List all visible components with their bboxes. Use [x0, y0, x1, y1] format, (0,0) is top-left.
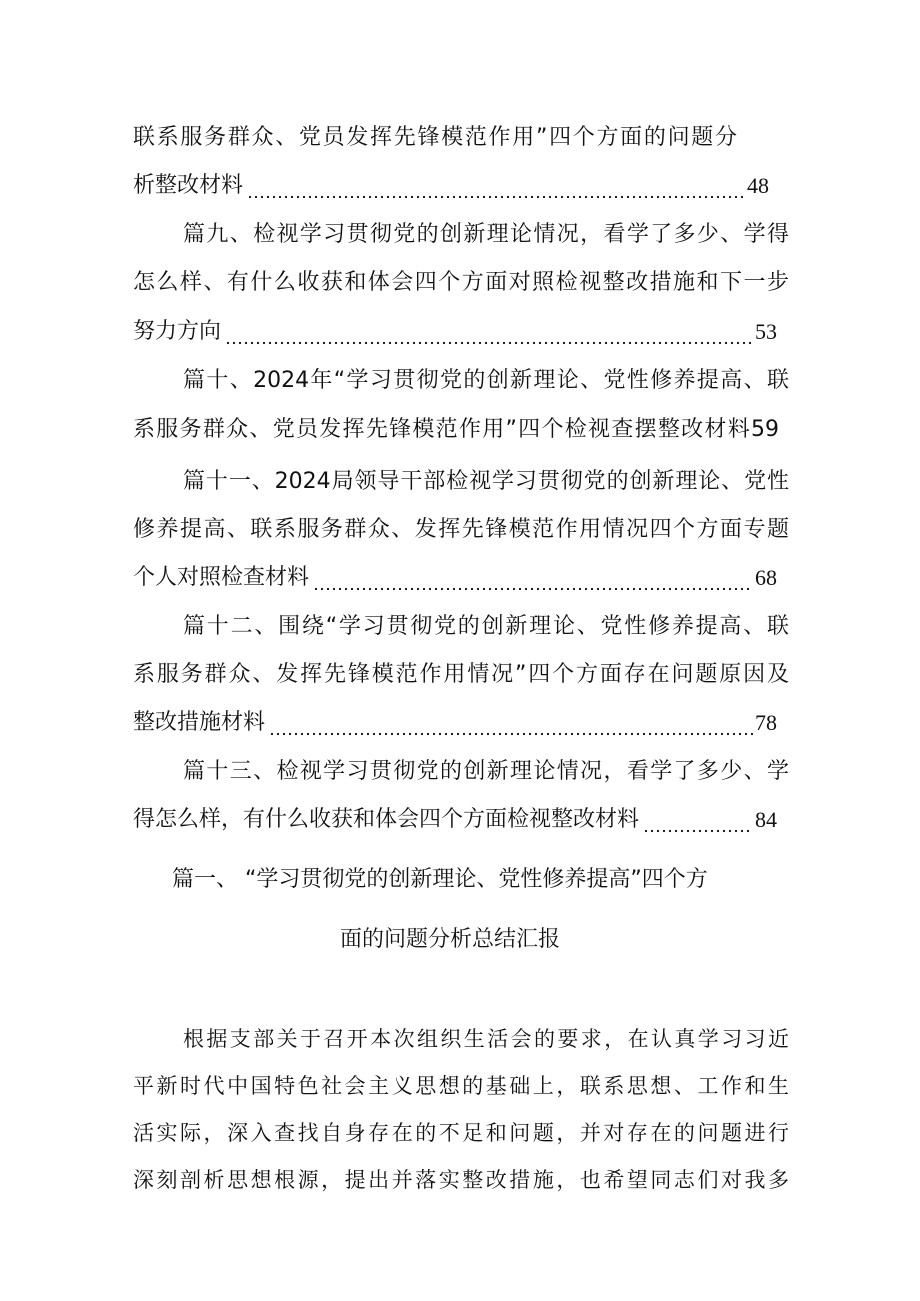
toc-entry-8-line-2: 析整改材料	[133, 173, 244, 198]
toc-entry-12-leader	[133, 699, 777, 747]
toc-entry-9-line-3: 努力方向	[133, 319, 222, 344]
toc-entry-13-line-2: 得怎么样，有什么收获和体会四个方面检视整改材料	[133, 807, 640, 832]
toc-entry-11-line-1: 篇十一、2024局领导干部检视学习贯彻党的创新理论、党性	[183, 469, 789, 494]
toc-entry-11-page: 68	[755, 565, 777, 590]
toc-entry-9-line-1: 篇九、检视学习贯彻党的创新理论情况，看学了多少、学得	[183, 222, 789, 247]
toc-entry-9-leader	[133, 308, 777, 356]
toc-entry-8-page: 48	[747, 173, 769, 198]
toc-entry-9-page: 53	[755, 319, 777, 344]
toc-entry-11-line-2: 修养提高、联系服务群众、发挥先锋模范作用情况四个方面专题	[133, 517, 789, 542]
toc-entry-12-page: 78	[755, 710, 777, 735]
toc-entry-10-line-2: 系服务群众、党员发挥先锋模范作用”四个检视查摆整改材料59	[133, 417, 779, 442]
toc-dot-leader	[225, 308, 753, 356]
toc-entry-12-line-3: 整改措施材料	[133, 710, 266, 735]
toc-entry-8-leader	[133, 162, 769, 210]
section-heading-line-2: 面的问题分析总结汇报	[340, 927, 561, 952]
section-heading-line-1: 篇一、 “学习贯彻党的创新理论、党性修养提高”四个方	[172, 867, 708, 892]
toc-entry-13-line-1: 篇十三、检视学习贯彻党的创新理论情况，看学了多少、学	[183, 759, 789, 784]
toc-entry-10-line-1: 篇十、2024年“学习贯彻党的创新理论、党性修养提高、联	[183, 368, 789, 393]
toc-dot-leader	[313, 554, 753, 602]
toc-entry-13-page: 84	[755, 807, 777, 832]
body-paragraph-line-3: 活实际，深入查找自身存在的不足和问题，并对存在的问题进行	[133, 1121, 789, 1145]
body-paragraph-line-1: 根据支部关于召开本次组织生活会的要求，在认真学习习近	[183, 1027, 789, 1051]
toc-entry-12-line-1: 篇十二、围绕“学习贯彻党的创新理论、党性修养提高、联	[183, 614, 789, 639]
toc-entry-11-leader	[133, 554, 777, 602]
toc-dot-leader	[643, 796, 753, 844]
body-paragraph-line-2: 平新时代中国特色社会主义思想的基础上，联系思想、工作和生	[133, 1074, 789, 1098]
toc-entry-9-line-2: 怎么样、有什么收获和体会四个方面对照检视整改措施和下一步	[133, 270, 789, 295]
body-paragraph-line-4: 深刻剖析思想根源，提出并落实整改措施，也希望同志们对我多	[133, 1168, 789, 1192]
toc-entry-11-line-3: 个人对照检查材料	[133, 565, 310, 590]
toc-entry-8-line-1: 联系服务群众、党员发挥先锋模范作用”四个方面的问题分	[133, 125, 737, 150]
toc-entry-12-line-2: 系服务群众、发挥先锋模范作用情况”四个方面存在问题原因及	[133, 662, 789, 687]
toc-entry-13-leader	[133, 796, 777, 844]
toc-dot-leader	[269, 699, 753, 747]
toc-dot-leader	[247, 162, 745, 210]
